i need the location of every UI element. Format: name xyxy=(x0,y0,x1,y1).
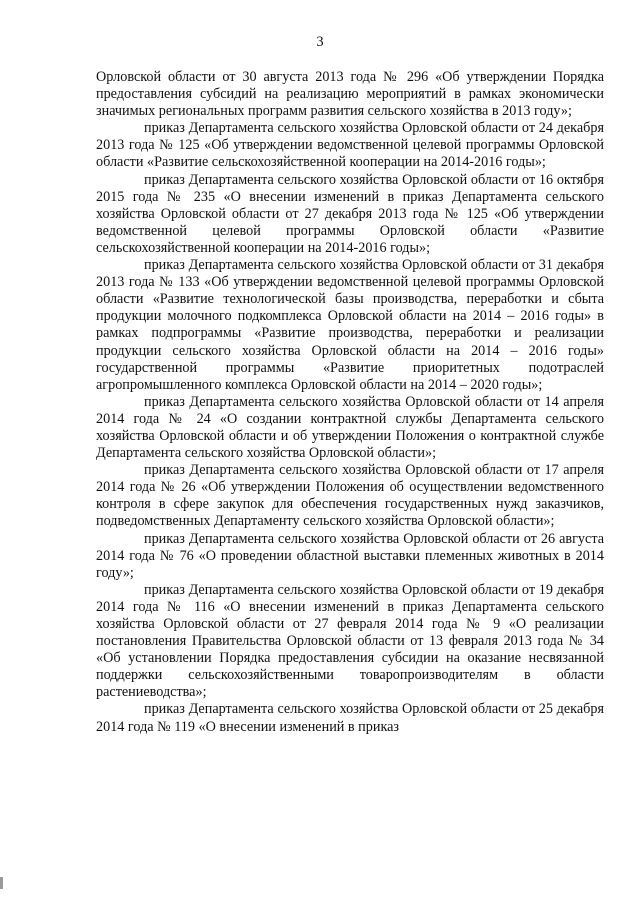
scan-edge-mark xyxy=(0,877,3,889)
document-body xyxy=(96,69,604,736)
paragraph-continuation: Орловской области от 30 августа 2013 года № 296 «Об утверждении Порядка предоставления субсидий на реализацию мероприятий в рамках экономически значимых региональных программ развития сельского хозяйства в 2013 году»; xyxy=(96,69,604,120)
page-number: 3 xyxy=(316,34,324,50)
paragraph-order-125: приказ Департамента сельского хозяйства Орловской области от 24 декабря 2013 года № 125 «Об утверждении ведомственной целевой программы Орловской области «Развитие сельскохозяйственной кооперации на 2014-2016 годы»; xyxy=(96,120,604,171)
paragraph-order-24: приказ Департамента сельского хозяйства Орловской области от 14 апреля 2014 года № 24 «О создании контрактной службы Департамента сельского хозяйства Орловской области и об утверждении Положения о контрактной службе Департамента сельского хозяйства Орловской области»; xyxy=(96,393,604,462)
paragraph-order-116: приказ Департамента сельского хозяйства Орловской области от 19 декабря 2014 года № 116 «О внесении изменений в приказ Департамента сельского хозяйства Орловской области от 27 февраля 2014 года № 9 «О реализации постановления Правительства Орловской области от 13 февраля 2013 года № 34 «Об установлении Порядка предоставления субсидии на оказание несвязанной поддержки сельскохозяйственными товаропроизводителям в области растениеводства»; xyxy=(96,581,604,701)
paragraph-order-133: приказ Департамента сельского хозяйства Орловской области от 31 декабря 2013 года № 133 «Об утверждении ведомственной целевой программы Орловской области «Развитие технологической базы производства, переработки и сбыта продукции молочного подкомплекса Орловской области на 2014 – 2016 годы» в рамках подпрограммы «Развитие производства, переработки и реализации продукции сельского хозяйства Орловской области на 2014 – 2016 годы» государственной программы «Развитие приоритетных подотраслей агропромышленного комплекса Орловской области на 2014 – 2020 годы»; xyxy=(96,257,604,393)
paragraph-order-76: приказ Департамента сельского хозяйства Орловской области от 26 августа 2014 года № 76 «О проведении областной выставки племенных животных в 2014 году»; xyxy=(96,530,604,581)
paragraph-order-119: приказ Департамента сельского хозяйства Орловской области от 25 декабря 2014 года № 119 «О внесении изменений в приказ xyxy=(96,701,604,735)
paragraph-order-235: приказ Департамента сельского хозяйства Орловской области от 16 октября 2015 года № 235 «О внесении изменений в приказ Департамента сельского хозяйства Орловской области от 27 декабря 2013 года № 125 «Об утверждении ведомственной целевой программы Орловской области «Развитие сельскохозяйственной кооперации на 2014-2016 годы»; xyxy=(96,171,604,256)
paragraph-order-26: приказ Департамента сельского хозяйства Орловской области от 17 апреля 2014 года № 26 «Об утверждении Положения об осуществлении ведомственного контроля в сфере закупок для обеспечения государственных нужд заказчиков, подведомственных Департаменту сельского хозяйства Орловской области»; xyxy=(96,462,604,530)
